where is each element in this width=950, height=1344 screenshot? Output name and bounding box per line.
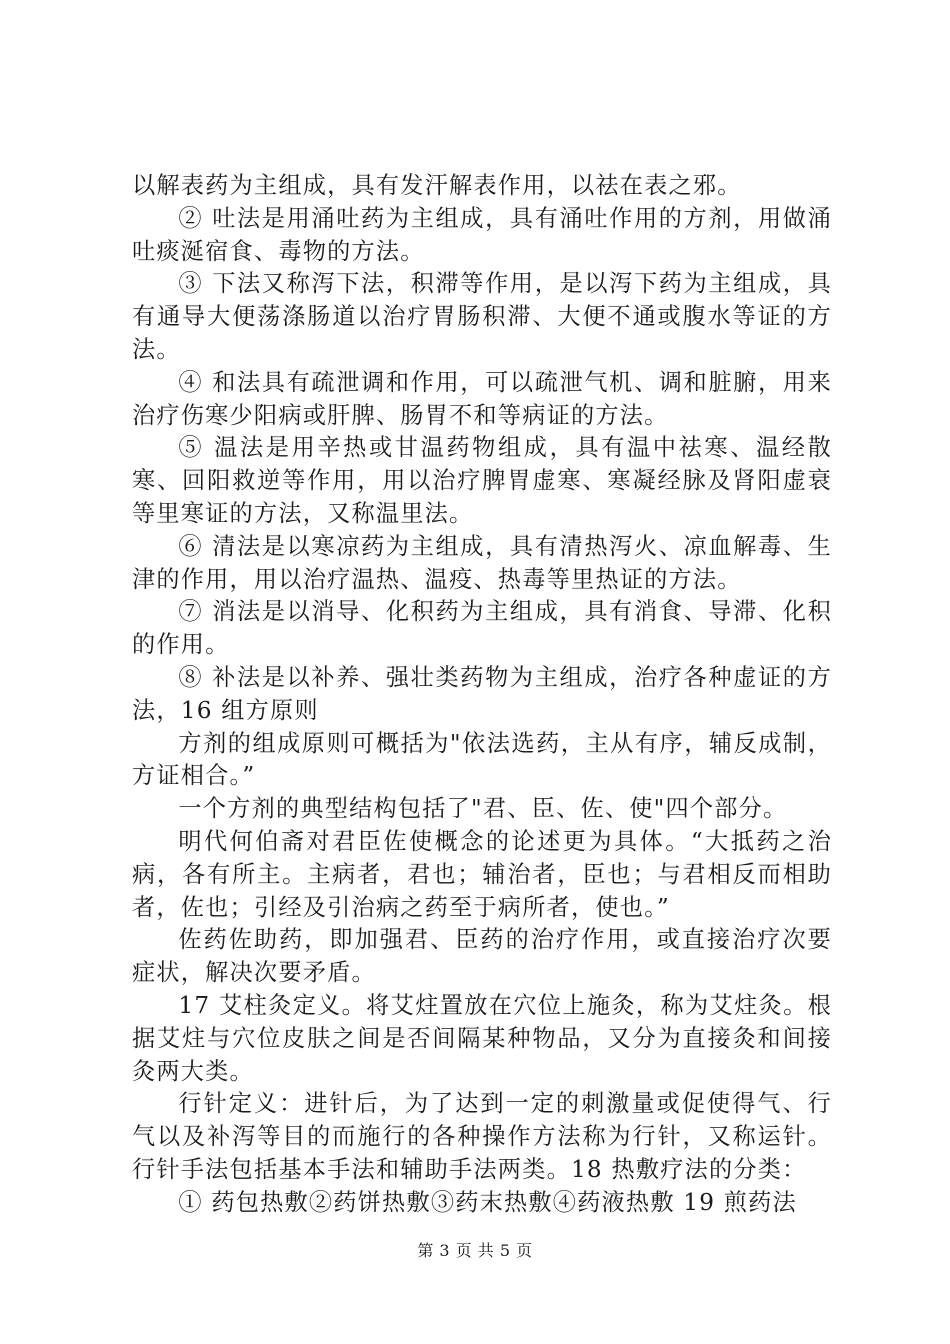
paragraph: ⑦ 消法是以消导、化积药为主组成，具有消食、导滞、化积的作用。 — [132, 598, 832, 659]
page-number-footer: 第 3 页 共 5 页 — [417, 1241, 533, 1260]
paragraph: 方剂的组成原则可概括为"依法选药，主从有序，辅反成制，方证相合。” — [132, 729, 832, 790]
document-body — [132, 170, 832, 1220]
paragraph: 以解表药为主组成，具有发汗解表作用，以祛在表之邪。 — [132, 172, 742, 199]
paragraph: ⑤ 温法是用辛热或甘温药物组成，具有温中祛寒、温经散寒、回阳救逆等作用，用以治疗脾胃虚寒、寒凝经脉及肾阳虚衰等里寒证的方法，又称温里法。 — [132, 434, 832, 527]
paragraph: 17 艾柱灸定义。将艾炷置放在穴位上施灸，称为艾炷灸。根据艾炷与穴位皮肤之间是否间隔某种物品，又分为直接灸和间接灸两大类。 — [132, 991, 832, 1085]
paragraph: 一个方剂的典型结构包括了"君、臣、佐、使"四个部分。 — [178, 795, 788, 823]
paragraph: ② 吐法是用涌吐药为主组成，具有涌吐作用的方剂，用做涌吐痰涎宿食、毒物的方法。 — [132, 204, 832, 265]
paragraph: ⑧ 补法是以补养、强壮类药物为主组成，治疗各种虚证的方法，16 组方原则 — [132, 663, 832, 724]
paragraph: ⑥ 清法是以寒凉药为主组成，具有清热泻火、凉血解毒、生津的作用，用以治疗温热、温疫、热毒等里热证的方法。 — [132, 532, 832, 593]
paragraph: 行针定义：进针后，为了达到一定的刺激量或促使得气、行气以及补泻等目的而施行的各种操作方法称为行针，又称运针。行针手法包括基本手法和辅助手法两类。18 热敷疗法的分类： — [132, 1090, 832, 1183]
paragraph: 明代何伯斋对君臣佐使概念的论述更为具体。“大抵药之治病，各有所主。主病者，君也；辅治者，臣也；与君相反而相助者，佐也；引经及引治病之药至于病所者，使也。” — [132, 827, 832, 921]
paragraph: ③ 下法又称泻下法，积滞等作用，是以泻下药为主组成，具有通导大便荡涤肠道以治疗胃肠积滞、大便不通或腹水等证的方法。 — [132, 270, 832, 363]
paragraph: ④ 和法具有疏泄调和作用，可以疏泄气机、调和脏腑，用来治疗伤寒少阳病或肝脾、肠胃不和等病证的方法。 — [132, 368, 832, 429]
paragraph: ① 药包热敷②药饼热敷③药末热敷④药液热敷 19 煎药法 — [178, 1188, 797, 1216]
paragraph: 佐药佐助药，即加强君、臣药的治疗作用，或直接治疗次要症状，解决次要矛盾。 — [132, 926, 832, 987]
